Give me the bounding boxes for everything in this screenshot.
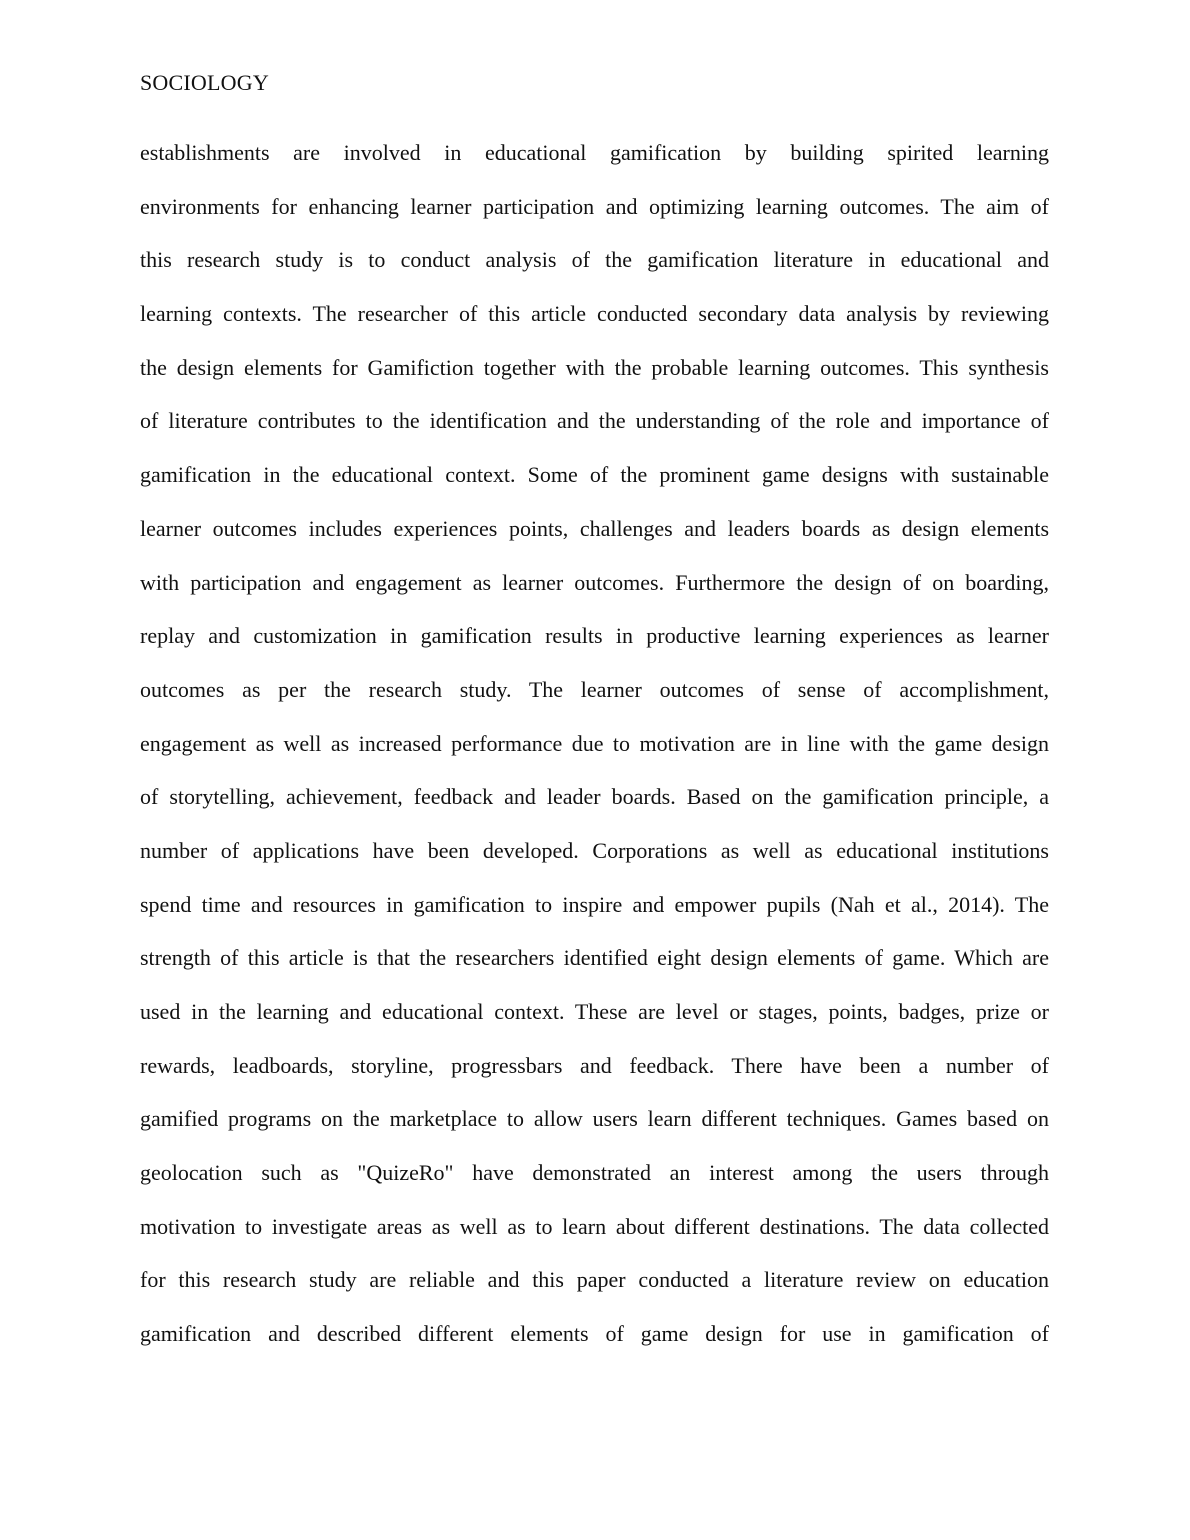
- text-line: spend time and resources in gamification to inspire and empower pupils (Nah et al., 2014). The: [140, 891, 1049, 917]
- text-line: establishments are involved in educational gamification by building spirited learning: [140, 140, 1049, 165]
- text-line: gamification and described different elements of game design for use in gamification of: [140, 1321, 1049, 1347]
- text-line: outcomes as per the research study. The learner outcomes of sense of accomplishment,: [140, 676, 1049, 702]
- text-line: number of applications have been developed. Corporations as well as educational institutions: [140, 837, 1049, 863]
- text-line: used in the learning and educational context. These are level or stages, points, badges, prize or: [140, 999, 1049, 1024]
- text-line: gamification in the educational context. Some of the prominent game designs with sustainable: [140, 462, 1049, 488]
- text-line: for this research study are reliable and this paper conducted a literature review on education: [140, 1267, 1049, 1293]
- text-line: learning contexts. The researcher of this article conducted secondary data analysis by reviewing: [140, 301, 1049, 327]
- text-line: strength of this article is that the researchers identified eight design elements of game. Which are: [140, 945, 1049, 971]
- text-line: rewards, leadboards, storyline, progressbars and feedback. There have been a number of: [140, 1052, 1049, 1078]
- text-line: of storytelling, achievement, feedback and leader boards. Based on the gamification principle, a: [140, 784, 1049, 810]
- text-line: the design elements for Gamifiction together with the probable learning outcomes. This synthesis: [140, 354, 1049, 380]
- running-head: SOCIOLOGY: [140, 70, 269, 95]
- text-line: this research study is to conduct analysis of the gamification literature in educational and: [140, 247, 1049, 273]
- text-line: with participation and engagement as learner outcomes. Furthermore the design of on boarding,: [140, 569, 1049, 595]
- text-line: engagement as well as increased performance due to motivation are in line with the game design: [140, 730, 1049, 756]
- text-line: learner outcomes includes experiences points, challenges and leaders boards as design elements: [140, 515, 1049, 541]
- text-line: gamified programs on the marketplace to allow users learn different techniques. Games based on: [140, 1106, 1049, 1132]
- text-line: geolocation such as "QuizeRo" have demonstrated an interest among the users through: [140, 1160, 1049, 1186]
- text-line: of literature contributes to the identification and the understanding of the role and importance of: [140, 408, 1049, 434]
- body-paragraph: [140, 126, 1049, 1361]
- text-line: environments for enhancing learner participation and optimizing learning outcomes. The aim of: [140, 193, 1049, 219]
- text-line: replay and customization in gamification results in productive learning experiences as learner: [140, 623, 1049, 649]
- text-line: motivation to investigate areas as well as to learn about different destinations. The data collected: [140, 1213, 1049, 1239]
